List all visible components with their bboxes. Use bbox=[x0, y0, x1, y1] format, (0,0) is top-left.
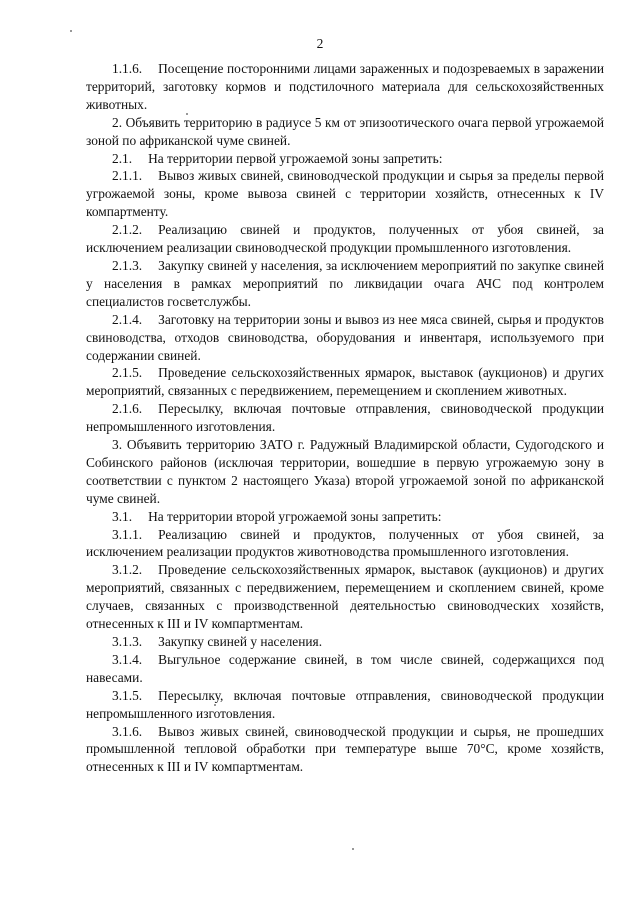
scan-speck bbox=[352, 848, 354, 850]
clause-text: Вывоз живых свиней, свиноводческой продукции и сырья за пределы первой угрожаемой зоны, кроме вывоза свиней с территории хозяйств, отнесенных к IV компартменту. bbox=[86, 168, 604, 220]
clause-number: 3.1.2. bbox=[112, 562, 143, 578]
clause-text: Заготовку на территории зоны и вывоз из нее мяса свиней, сырья и продуктов свиноводства, отходов свиноводства, оборудования и инвентаря, используемого при содержании свиней. bbox=[86, 311, 604, 363]
paragraph bbox=[86, 561, 604, 633]
clause-text: 3. Объявить территорию ЗАТО г. Радужный Владимирской области, Судогодского и Собинского районов (исключая территории, вошедшие в первую угрожаемую зону в соответствии с пунктом 2 настоящего Указа) второй угрожаемой зоной по африканской чуме свиней. bbox=[86, 437, 604, 506]
clause-text: Пересылку, включая почтовые отправления, свиноводческой продукции непромышленного изготовления. bbox=[86, 687, 604, 721]
clause-number: 2.1.1. bbox=[112, 168, 143, 184]
scan-speck bbox=[186, 113, 188, 115]
page-number: 2 bbox=[316, 36, 324, 51]
clause-text: На территории первой угрожаемой зоны запретить: bbox=[148, 150, 443, 166]
clause-text: На территории второй угрожаемой зоны запретить: bbox=[148, 508, 442, 524]
clause-text: Проведение сельскохозяйственных ярмарок, выставок (аукционов) и других мероприятий, связанных с передвижением, перемещением и скоплением свиней, кроме случаев, связанных с производственной деятельностью свиноводческих хозяйств, отнесенных к III и IV компартментам. bbox=[86, 562, 604, 632]
paragraph bbox=[86, 508, 604, 526]
paragraph bbox=[86, 60, 604, 114]
paragraph bbox=[86, 364, 604, 400]
clause-text: Проведение сельскохозяйственных ярмарок, выставок (аукционов) и других мероприятий, связанных с передвижением, перемещением и скоплением животных. bbox=[86, 365, 604, 399]
clause-number: 2.1.6. bbox=[112, 401, 143, 417]
scan-speck bbox=[70, 30, 72, 32]
clause-text: 2. Объявить территорию в радиусе 5 км от эпизоотического очага первой угрожаемой зоной по африканской чуме свиней. bbox=[86, 114, 604, 148]
clause-text: Закупку свиней у населения. bbox=[158, 634, 323, 649]
paragraph bbox=[86, 400, 604, 436]
clause-number: 3.1.5. bbox=[112, 687, 143, 703]
clause-number: 1.1.6. bbox=[112, 61, 143, 76]
clause-text: Вывоз живых свиней, свиноводческой продукции и сырья, не прошедших промышленной тепловой обработки при температуре выше 70°С, кроме хозяйств, отнесенных к III и IV компартментам. bbox=[86, 723, 604, 775]
clause-number: 3.1. bbox=[112, 508, 133, 524]
clause-number: 3.1.4. bbox=[112, 651, 143, 667]
paragraph bbox=[86, 651, 604, 687]
clause-number: 2.1.2. bbox=[112, 222, 143, 238]
paragraph bbox=[86, 150, 604, 168]
clause-number: 2.1.4. bbox=[112, 311, 143, 327]
paragraph bbox=[86, 311, 604, 365]
clause-number: 3.1.1. bbox=[112, 526, 143, 542]
clause-text: Выгульное содержание свиней, в том числе свиней, содержащихся под навесами. bbox=[86, 651, 604, 685]
clause-text: Пересылку, включая почтовые отправления, свиноводческой продукции непромышленного изготовления. bbox=[86, 401, 604, 435]
paragraph bbox=[86, 633, 604, 651]
paragraph bbox=[86, 687, 604, 723]
clause-number: 2.1. bbox=[112, 150, 133, 166]
clause-text: Закупку свиней у населения, за исключением мероприятий по закупке свиней у населения в рамках мероприятий по ликвидации очага АЧС под контролем специалистов госветслужбы. bbox=[86, 257, 604, 309]
paragraph bbox=[86, 257, 604, 311]
document-body bbox=[86, 60, 604, 776]
paragraph bbox=[86, 114, 604, 150]
clause-text: Реализацию свиней и продуктов, полученных от убоя свиней, за исключением реализации свиноводческой продукции промышленного изготовления. bbox=[86, 222, 604, 256]
paragraph bbox=[86, 436, 604, 508]
clause-number: 2.1.5. bbox=[112, 365, 143, 381]
paragraph bbox=[86, 526, 604, 562]
paragraph bbox=[86, 167, 604, 221]
paragraph bbox=[86, 723, 604, 777]
scan-speck bbox=[214, 704, 216, 706]
paragraph bbox=[86, 221, 604, 257]
clause-text: Посещение посторонними лицами зараженных и подозреваемых в заражении территорий, заготовку кормов и подстилочного материала для сельскохозяйственных животных. bbox=[86, 61, 604, 112]
clause-number: 3.1.3. bbox=[112, 634, 143, 649]
clause-text: Реализацию свиней и продуктов, полученных от убоя свиней, за исключением реализации продуктов животноводства промышленного изготовления. bbox=[86, 526, 604, 560]
clause-number: 2.1.3. bbox=[112, 257, 143, 273]
clause-number: 3.1.6. bbox=[112, 723, 143, 739]
